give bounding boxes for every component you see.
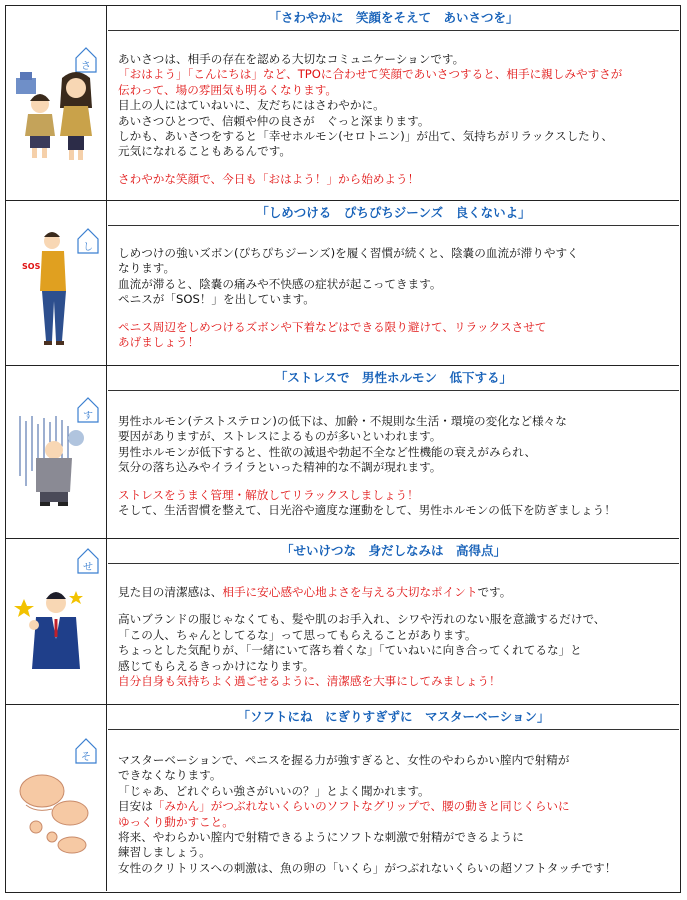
section-illustration xyxy=(6,705,107,891)
letter-tag-char: し xyxy=(83,242,93,253)
body-line: 要因がありますが、ストレスによるものが多いといわれます。 xyxy=(118,429,442,444)
tight-jeans-man-illustration xyxy=(6,201,106,364)
body-line: あいさつは、相手の存在を認める大切なコミュニケーションです。 xyxy=(118,52,465,66)
section-title: 「さわやかに 笑顔をそえて あいさつを」 xyxy=(108,6,679,31)
greeting-students-illustration xyxy=(6,6,106,199)
body-line: ちょっとした気配りが、「一緒にいて落ち着くな」「ていねいに向き合ってくれてるな」と xyxy=(118,643,582,658)
body-line: 目上の人にはていねいに、友だちにはさわやかに。 xyxy=(118,98,385,113)
body-line-emphasis: ゆっくり動かすこと。 xyxy=(118,814,234,829)
body-text-emphasis: 相手に安心感や心地よさを与える大切なポイント xyxy=(222,585,478,599)
star-icon xyxy=(69,591,83,604)
body-line: 「じゃあ、どれぐらい強さがいいの？」とよく聞かれます。 xyxy=(118,783,430,798)
letter-tag-icon xyxy=(78,229,98,253)
stressed-man-illustration xyxy=(6,366,106,537)
body-line: そして、生活習慣を整えて、日光浴や適度な運動をして、男性ホルモンの低下を防ぎましょう！ xyxy=(118,503,616,518)
body-line: 気分の落ち込みやイライラといった精神的な不調が現れます。 xyxy=(118,460,442,475)
section-title: 「せいけつな 身だしなみは 高得点」 xyxy=(108,539,679,564)
section-title: 「ソフトにね にぎりすぎずに マスターベーション」 xyxy=(108,705,679,730)
body-line-emphasis: ペニス周辺をしめつけるズボンや下着などはできる限り避けて、リラックスさせて xyxy=(118,319,547,334)
body-line: ペニスが「SOS！」を出しています。 xyxy=(118,292,315,307)
body-line: しかも、あいさつをすると「幸せホルモン(セロトニン)」が出て、気持ちがリラックスしたり、 xyxy=(118,129,613,144)
section-body xyxy=(118,585,673,689)
letter-tag-char: さ xyxy=(81,61,91,72)
body-line: 元気になれることもあるんです。 xyxy=(118,144,291,159)
sos-label: SOS xyxy=(22,262,41,271)
body-line-emphasis: さわやかな笑顔で、今日も「おはよう！」から始めよう！ xyxy=(118,171,420,186)
section-se xyxy=(6,539,679,705)
body-line xyxy=(118,585,673,600)
section-body xyxy=(118,414,673,518)
section-illustration xyxy=(6,6,107,200)
body-line: 男性ホルモン(テストステロン)の低下は、加齢・不規則な生活・環境の変化など様々な xyxy=(118,414,567,428)
section-shi xyxy=(6,201,679,366)
body-line xyxy=(118,799,673,814)
body-line: 練習しましょう。 xyxy=(118,845,211,860)
body-line-emphasis: 自分自身も気持ちよく過ごせるように、清潔感を大事にしてみましょう！ xyxy=(118,674,501,689)
letter-tag-icon xyxy=(78,549,98,573)
body-line: 将来、やわらかい膣内で射精できるようにソフトな刺激で射精ができるように xyxy=(118,830,524,845)
body-line: しめつけの強いズボン(ぴちぴちジーンズ)を履く習慣が続くと、陰嚢の血流が滞りやすく xyxy=(118,246,579,260)
letter-tag-icon xyxy=(76,739,96,763)
body-text: 見た目の清潔感は、 xyxy=(118,585,223,599)
body-line: 血流が滞ると、陰嚢の痛みや不快感の症状が起こってきます。 xyxy=(118,276,442,291)
body-line: 「この人、ちゃんとしてるな」って思ってもらえることがあります。 xyxy=(118,627,477,642)
body-line: 男性ホルモンが低下すると、性欲の減退や勃起不全など性機能の衰えがみられ、 xyxy=(118,444,537,459)
body-line-emphasis: 伝わって、場の雰囲気も明るくなります。 xyxy=(118,82,338,97)
letter-tag-char: す xyxy=(83,411,93,422)
letter-tag-char: そ xyxy=(81,752,91,763)
section-body xyxy=(118,52,673,187)
section-illustration xyxy=(6,201,107,365)
body-text: 目安は xyxy=(118,799,153,814)
star-icon xyxy=(14,599,34,617)
body-line-emphasis: ストレスをうまく管理・解放してリラックスしましょう！ xyxy=(118,487,419,502)
body-line: あいさつひとつで、信頼や仲の良さが ぐっと深まります。 xyxy=(118,113,430,128)
section-sa xyxy=(6,6,679,201)
neat-man-illustration xyxy=(6,539,106,703)
body-line: マスターベーションで、ペニスを握る力が強すぎると、女性のやわらかい膣内で射精が xyxy=(118,753,570,767)
section-title: 「しめつける ぴちぴちジーンズ 良くないよ」 xyxy=(108,201,679,226)
section-illustration xyxy=(6,539,107,704)
body-line-emphasis: 「おはよう」「こんにちは」など、TPOに合わせて笑顔であいさつすると、相手に親しみやすさが xyxy=(118,67,623,82)
letter-tag-icon xyxy=(76,48,96,72)
body-line: なります。 xyxy=(118,261,176,276)
body-line: 高いブランドの服じゃなくても、髪や肌のお手入れ、シワや汚れのない服を意識するだけで、 xyxy=(118,612,606,627)
section-body xyxy=(118,753,673,876)
body-line: できなくなります。 xyxy=(118,768,222,783)
body-line: 女性のクリトリスへの刺激は、魚の卵の「いくら」がつぶれないくらいの超ソフトタッチです！ xyxy=(118,860,617,875)
soft-grip-hands-illustration xyxy=(6,705,106,889)
body-text-emphasis: 「みかん」がつぶれないくらいのソフトなグリップで、腰の動きと同じくらいに xyxy=(152,799,570,814)
section-so xyxy=(6,705,679,891)
letter-tag-char: せ xyxy=(83,562,93,573)
letter-tag-icon xyxy=(78,398,98,422)
body-text: です。 xyxy=(477,585,512,599)
section-body xyxy=(118,246,673,350)
section-title: 「ストレスで 男性ホルモン 低下する」 xyxy=(108,366,679,391)
section-su xyxy=(6,366,679,539)
section-illustration xyxy=(6,366,107,538)
body-line-emphasis: あげましょう！ xyxy=(118,335,200,350)
body-line: 感じてもらえるきっかけになります。 xyxy=(118,658,315,673)
tip-table xyxy=(5,5,681,893)
